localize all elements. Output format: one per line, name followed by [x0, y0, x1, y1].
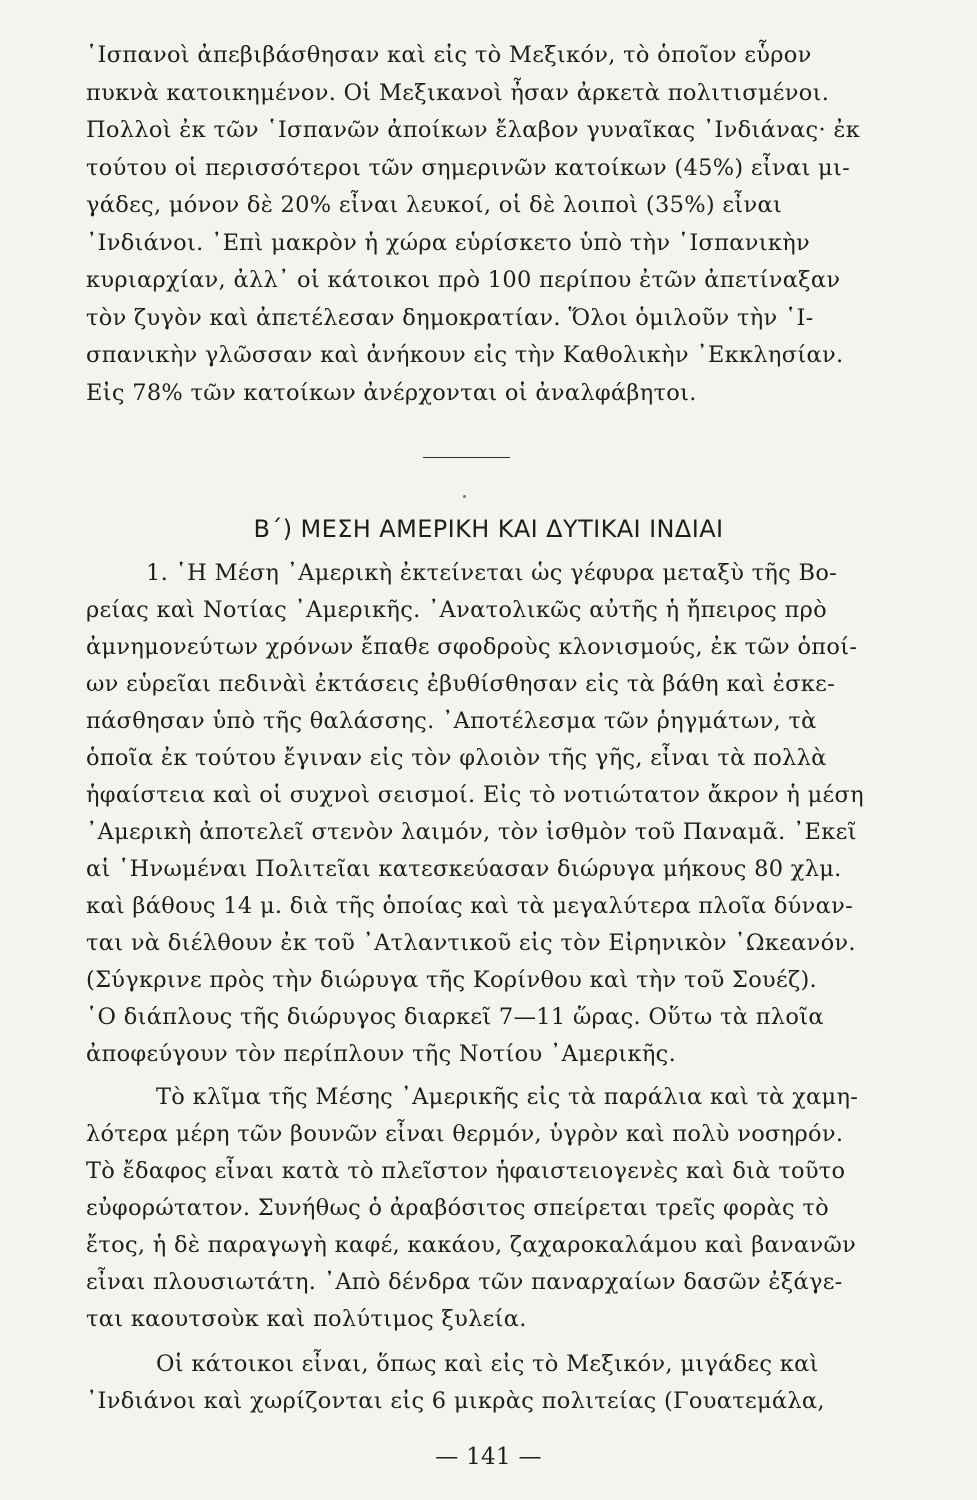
text-line: ᾿Ινδιάνοι. ᾿Επὶ μακρὸν ἡ χώρα εὑρίσκετο ὑπὸ τὴν ῾Ισπανικὴν [86, 230, 810, 256]
text-line: εἶναι πλουσιωτάτη. ᾿Απὸ δένδρα τῶν παναρχαίων δασῶν ἐξάγε- [86, 1269, 843, 1295]
text-line: (Σύγκρινε πρὸς τὴν διώρυγα τῆς Κορίνθου καὶ τὴν τοῦ Σουέζ). [86, 967, 818, 993]
text-line: ται νὰ διέλθουν ἐκ τοῦ ᾿Ατλαντικοῦ εἰς τὸν Εἰρηνικὸν ᾿Ωκεανόν. [86, 930, 856, 956]
section-heading: Β΄) ΜΕΣΗ ΑΜΕΡΙΚΗ ΚΑΙ ΔΥΤΙΚΑΙ ΙΝΔΙΑΙ [253, 515, 724, 543]
text-line: ὁποῖα ἐκ τούτου ἔγιναν εἰς τὸν φλοιὸν τῆς γῆς, εἶναι τὰ πολλὰ [86, 745, 827, 771]
text-line: Εἰς 78% τῶν κατοίκων ἀνέρχονται οἱ ἀναλφάβητοι. [86, 380, 697, 406]
text-line: ἀμνημονεύτων χρόνων ἔπαθε σφοδροὺς κλονισμούς, ἐκ τῶν ὁποί- [86, 634, 858, 660]
text-line: ἡφαίστεια καὶ οἱ συχνοὶ σεισμοί. Εἰς τὸ νοτιώτατον ἄκρον ἡ μέση [86, 782, 864, 808]
text-line: ᾿Αμερικὴ ἀποτελεῖ στενὸν λαιμόν, τὸν ἰσθμὸν τοῦ Παναμᾶ. ᾿Εκεῖ [86, 819, 857, 845]
text-line: γάδες, μόνον δὲ 20% εἶναι λευκοί, οἱ δὲ λοιποὶ (35%) εἶναι [86, 192, 783, 218]
text-line: πυκνὰ κατοικημένον. Οἱ Μεξικανοὶ ἦσαν ἀρκετὰ πολιτισμένοι. [86, 80, 830, 106]
text-line: Οἱ κάτοικοι εἶναι, ὅπως καὶ εἰς τὸ Μεξικόν, μιγάδες καὶ [156, 1351, 819, 1377]
text-line: ἔτος, ἡ δὲ παραγωγὴ καφέ, κακάου, ζαχαροκαλάμου καὶ βανανῶν [86, 1232, 857, 1258]
text-line: Τὸ ἔδαφος εἶναι κατὰ τὸ πλεῖστον ἡφαιστειογενὲς καὶ διὰ τοῦτο [86, 1158, 846, 1184]
text-line: τούτου οἱ περισσότεροι τῶν σημερινῶν κατοίκων (45%) εἶναι μι- [86, 155, 850, 181]
print-speck [463, 495, 466, 498]
text-line: Τὸ κλῖμα τῆς Μέσης ᾿Αμερικῆς εἰς τὰ παράλια καὶ τὰ χαμη- [156, 1084, 859, 1110]
text-line: ῾Ισπανοὶ ἀπεβιβάσθησαν καὶ εἰς τὸ Μεξικόν, τὸ ὁποῖον εὗρον [86, 42, 812, 68]
text-line: πάσθησαν ὑπὸ τῆς θαλάσσης. ᾿Αποτέλεσμα τῶν ῥηγμάτων, τὰ [86, 708, 817, 734]
text-line: 1. ῾Η Μέση ᾿Αμερικὴ ἐκτείνεται ὡς γέφυρα μεταξὺ τῆς Βο- [146, 560, 838, 586]
section-divider [423, 457, 510, 458]
text-line: Πολλοὶ ἐκ τῶν ῾Ισπανῶν ἀποίκων ἔλαβον γυναῖκας ᾿Ινδιάνας· ἐκ [86, 117, 861, 143]
page-number: — 141 — [435, 1444, 542, 1470]
text-line: ῾Ο διάπλους τῆς διώρυγος διαρκεῖ 7—11 ὥρας. Οὕτω τὰ πλοῖα [86, 1004, 824, 1030]
text-line: αἱ ῾Ηνωμέναι Πολιτεῖαι κατεσκεύασαν διώρυγα μήκους 80 χλμ. [86, 856, 842, 882]
text-line: λότερα μέρη τῶν βουνῶν εἶναι θερμόν, ὑγρὸν καὶ πολὺ νοσηρόν. [86, 1121, 844, 1147]
text-line: τὸν ζυγὸν καὶ ἀπετέλεσαν δημοκρατίαν. Ὅλοι ὁμιλοῦν τὴν ῾Ι- [86, 305, 814, 331]
text-line: ων εὑρεῖαι πεδινὰὶ ἐκτάσεις ἐβυθίσθησαν εἰς τὰ βάθη καὶ ἐσκε- [86, 671, 835, 697]
text-line: κυριαρχίαν, ἀλλ᾿ οἱ κάτοικοι πρὸ 100 περίπου ἐτῶν ἀπετίναξαν [86, 267, 841, 293]
text-line: καὶ βάθους 14 μ. διὰ τῆς ὁποίας καὶ τὰ μεγαλύτερα πλοῖα δύναν- [86, 893, 854, 919]
text-line: εὐφορώτατον. Συνήθως ὁ ἀραβόσιτος σπείρεται τρεῖς φορὰς τὸ [86, 1195, 829, 1221]
text-line: σπανικὴν γλῶσσαν καὶ ἀνήκουν εἰς τὴν Καθολικὴν ᾿Εκκλησίαν. [86, 342, 844, 368]
text-line: ρείας καὶ Νοτίας ᾿Αμερικῆς. ᾿Ανατολικῶς αὐτῆς ἡ ἤπειρος πρὸ [86, 597, 827, 623]
text-line: ται καουτσοὺκ καὶ πολύτιμος ξυλεία. [86, 1306, 527, 1332]
text-line: ἀποφεύγουν τὸν περίπλουν τῆς Νοτίου ᾿Αμερικῆς. [86, 1041, 677, 1067]
text-line: ᾿Ινδιάνοι καὶ χωρίζονται εἰς 6 μικρὰς πολιτείας (Γουατεμάλα, [86, 1388, 825, 1414]
